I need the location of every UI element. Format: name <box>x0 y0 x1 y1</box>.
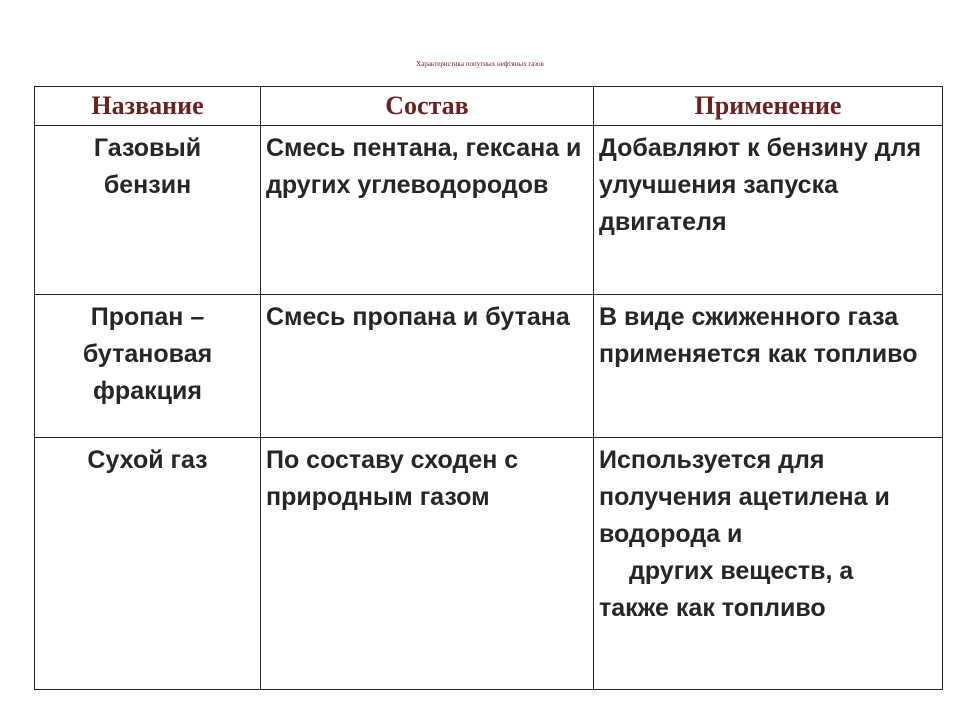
row-application-cell <box>594 126 943 295</box>
row-composition-text: По составу сходен с природным газом <box>266 446 519 511</box>
row-composition-text: Смесь пентана, гексана и других углеводородов <box>266 134 582 199</box>
row-name-line: Пропан – <box>90 303 205 331</box>
row-application-cell <box>594 438 943 690</box>
row-name-cell <box>35 438 261 690</box>
row-name-cell <box>35 126 261 295</box>
row-application-text: также как топливо <box>599 594 826 622</box>
gas-characteristics-table <box>34 86 943 690</box>
table-header-row <box>35 87 943 126</box>
row-composition-cell <box>261 295 594 438</box>
row-name-cell <box>35 295 261 438</box>
table-row <box>35 126 943 295</box>
table-row <box>35 295 943 438</box>
row-application-text: Добавляют к бензину для улучшения запуска двигателя <box>599 134 922 236</box>
row-name-line: бензин <box>103 171 192 199</box>
table-row <box>35 438 943 690</box>
header-name: Название <box>35 87 261 126</box>
row-composition-text: Смесь пропана и бутана <box>266 303 570 331</box>
row-application-cell <box>594 295 943 438</box>
header-application: Применение <box>594 87 943 126</box>
row-application-text: других веществ, а <box>629 557 854 585</box>
row-composition-cell <box>261 438 594 690</box>
header-composition: Состав <box>261 87 594 126</box>
row-name-line: бутановая фракция <box>82 340 213 405</box>
row-name-line: Газовый <box>93 134 202 162</box>
row-application-text: В виде сжиженного газа применяется как топливо <box>599 303 918 368</box>
row-name-line: Сухой газ <box>87 446 208 474</box>
row-composition-cell <box>261 126 594 295</box>
row-application-text: Используется для получения ацетилена и водорода и <box>599 446 890 548</box>
slide-title: Характеристика попутных нефтяных газов <box>416 60 544 68</box>
